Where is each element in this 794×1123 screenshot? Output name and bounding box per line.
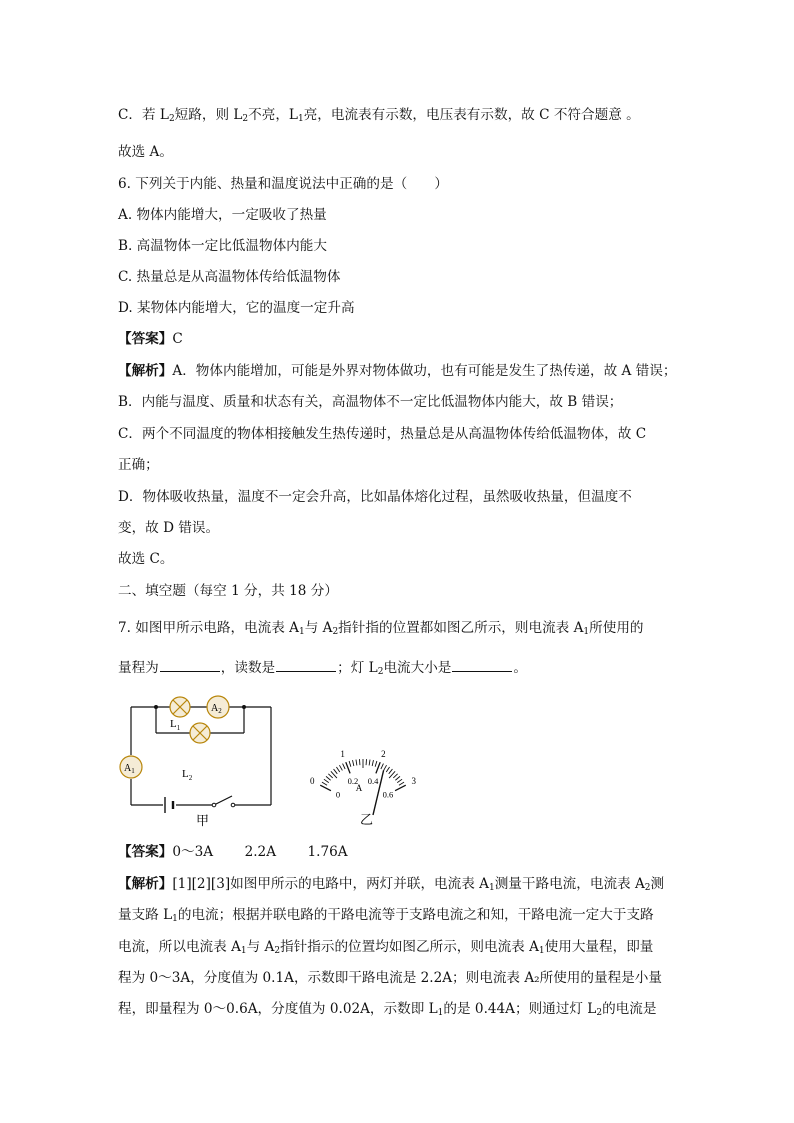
figure-yi-caption: 乙 [360, 812, 374, 827]
dial-tick [324, 779, 329, 782]
lamp-l2-label: $L_2$ [182, 768, 193, 782]
lamp-l1-label: $L_1$ [170, 718, 181, 732]
dial-inner-tick-label: 0.2 [347, 775, 359, 786]
dial-inner-tick-label: 0 [335, 789, 341, 800]
dial-outer-tick-label: 2 [381, 748, 386, 759]
text-line: 故选 A。 [118, 144, 173, 160]
dial-tick [349, 761, 351, 767]
option-c: C. 热量总是从高温物体传给低温物体 [118, 269, 341, 285]
section-heading: 二、填空题（每空 1 分，共 18 分） [118, 583, 338, 599]
svg-text:A1: $A_1$ [124, 763, 135, 775]
ammeter-dial [310, 749, 417, 815]
explanation-line: B．内能与温度、质量和状态有关，高温物体不一定比低温物体内能大，故 B 错误； [118, 394, 623, 410]
dial-tick [339, 765, 342, 770]
circuit-diagram-jia [131, 707, 271, 805]
dial-inner-tick-label: 0.6 [382, 789, 394, 800]
option-b: B. 高温物体一定比低温物体内能大 [118, 238, 327, 254]
explanation-line: 程为 0～3A，分度值为 0.1A，示数即干路电流是 2.2A；则电流表 A₂所使用的量程是小量 [118, 970, 662, 986]
dial-tick [376, 762, 380, 773]
lamp-l1-icon [170, 697, 190, 717]
svg-text:A2: $A_2$ [211, 703, 222, 715]
dial-tick [356, 760, 357, 766]
ammeter-a2-icon [207, 696, 229, 718]
dial-tick [334, 769, 338, 774]
dial-tick [336, 767, 339, 772]
junction-dot [154, 705, 158, 709]
dial-tick [399, 782, 404, 785]
text-line: 故选 C。 [118, 551, 174, 567]
dial-tick [395, 776, 400, 780]
ammeter-a1-icon [120, 756, 142, 778]
figures [118, 692, 438, 836]
question-7-blanks: 量程为 ，读数是 ；灯 $L_2$电流大小是 。 [118, 660, 527, 677]
dial-tick [353, 760, 354, 766]
dial-tick [375, 761, 377, 767]
dial-tick [343, 764, 346, 769]
dial-outer-tick-label: 1 [340, 748, 345, 759]
option-a: A. 物体内能增大，一定吸收了热量 [118, 207, 327, 223]
dial-tick [397, 779, 402, 782]
answer-6: 【答案】C [118, 331, 183, 347]
explanation-line: 变，故 D 错误。 [118, 520, 220, 536]
dial-tick [381, 764, 384, 769]
dial-tick [346, 762, 350, 773]
explanation-line: 正确； [118, 457, 159, 473]
explanation-line: 量支路 $L_1$的电流；根据并联电路的干路电流等于支路电流之和知，干路电流一定大于支路 [118, 907, 654, 924]
dial-tick [395, 785, 406, 790]
circuit-figures [118, 692, 438, 832]
dial-tick [328, 774, 332, 778]
explanation-6: 【解析】A．物体内能增加，可能是外界对物体做功，也有可能是发生了热传递，故 A 错误； [118, 363, 677, 379]
switch-contact [231, 803, 235, 807]
dial-outer-tick-label: 3 [411, 776, 417, 787]
figure-jia-caption: 甲 [196, 813, 210, 828]
dial-tick [389, 769, 393, 774]
answer-blank[interactable] [160, 659, 220, 672]
junction-dot [242, 705, 246, 709]
dial-tick [320, 785, 331, 790]
dial-tick [393, 774, 397, 778]
battery-symbol [165, 797, 173, 813]
dial-tick [322, 782, 327, 785]
dial-tick [386, 767, 389, 772]
option-d: D. 某物体内能增大，它的温度一定升高 [118, 300, 355, 316]
question-6: 6. 下列关于内能、热量和温度说法中正确的是（ ） [118, 176, 448, 192]
answer-blank[interactable] [276, 659, 336, 672]
text-line: C．若 $L_2$短路，则 $L_2$不亮，$L_1$亮，电流表有示数，电压表有示数，故 C 不符合题意 。 [118, 107, 640, 124]
dial-inner-tick-label: 0.4 [367, 775, 379, 786]
explanation-line: 电流，所以电流表 $A_1$与 $A_2$指针指示的位置均如图乙所示，则电流表 $A_1$使用大量程，即量 [118, 939, 654, 956]
dial-tick [384, 765, 387, 770]
lamp-l2-icon [190, 723, 210, 743]
explanation-line: C．两个不同温度的物体相接触发生热传递时，热量总是从高温物体传给低温物体，故 C [118, 426, 647, 442]
question-7: 7. 如图甲所示电路，电流表 $A_1$与 $A_2$指针指的位置都如图乙所示，则电流表 $A_1$所使用的 [118, 620, 644, 637]
dial-unit-label: A [355, 783, 363, 793]
dial-tick [326, 776, 331, 780]
switch-pivot [212, 803, 216, 807]
dial-tick [369, 760, 370, 766]
dial-outer-tick-label: 0 [309, 776, 315, 787]
explanation-line: D．物体吸收热量，温度不一定会升高，比如晶体熔化过程，虽然吸收热量，但温度不 [118, 489, 632, 505]
explanation-line: 程，即量程为 0～0.6A，分度值为 0.02A，示数即 $L_1$的是 0.44A；则通过灯 $L_2$的电流是 [118, 1001, 657, 1018]
explanation-7: 【解析】[1][2][3]如图甲所示的电路中，两灯并联，电流表 $A_1$测量干路电流，电流表 $A_2$测 [118, 876, 665, 893]
answer-7: 【答案】0～3A 2.2A 1.76A [118, 844, 348, 860]
dial-tick [372, 760, 373, 766]
answer-blank[interactable] [452, 659, 512, 672]
